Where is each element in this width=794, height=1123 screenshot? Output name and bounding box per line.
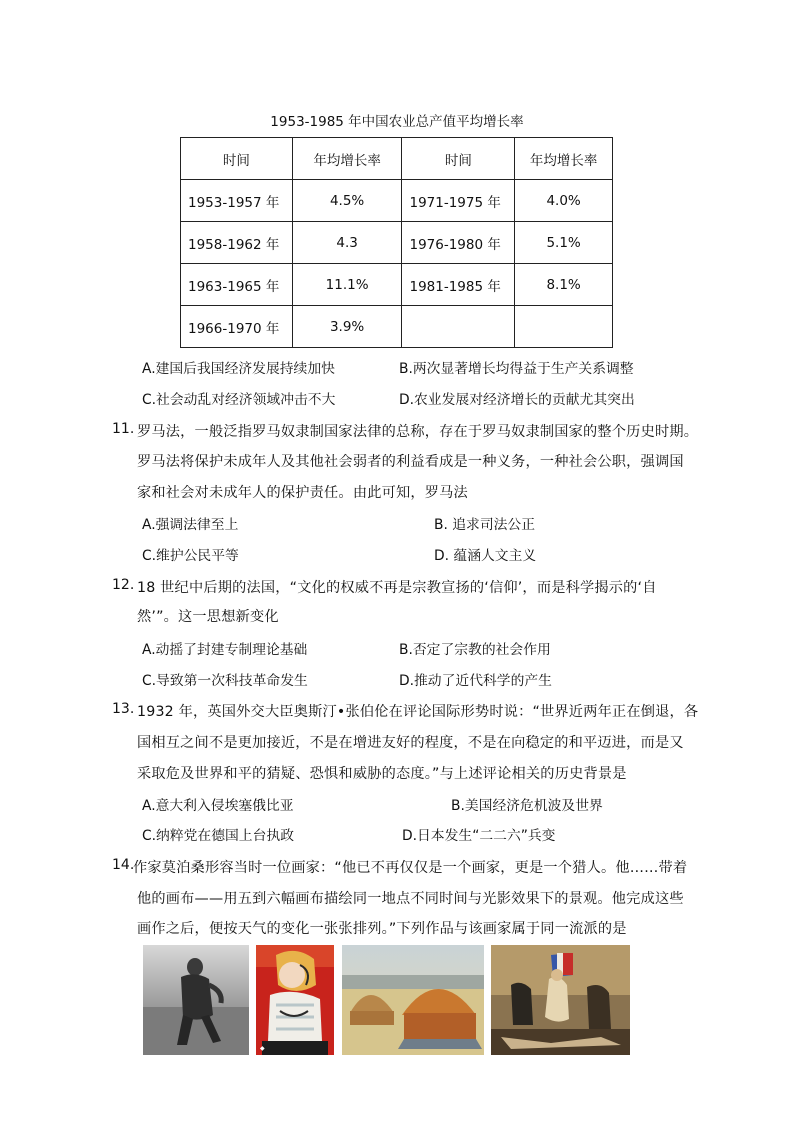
table-cell: 1976-1980 年 — [402, 222, 515, 264]
table-header: 时间 — [402, 138, 515, 180]
q10-option-d: D.农业发展对经济增长的贡献尤其突出 — [399, 392, 635, 408]
cubist-portrait-painting — [256, 945, 334, 1055]
table-row — [181, 306, 613, 348]
table-row — [181, 180, 613, 222]
table-cell: 1971-1975 年 — [402, 180, 515, 222]
q12-stem-line: 然’”。这一思想新变化 — [137, 609, 279, 625]
q11-option-d: D. 蕴涵人文主义 — [434, 548, 537, 564]
q11-stem-line: 家和社会对未成年人的保护责任。由此可知，罗马法 — [137, 485, 468, 501]
q13-option-b: B.美国经济危机波及世界 — [451, 798, 603, 814]
table-cell: 4.5% — [292, 180, 402, 222]
q11-number: 11. — [112, 421, 135, 437]
table-caption: 1953-1985 年中国农业总产值平均增长率 — [270, 114, 524, 130]
q10-option-b: B.两次显著增长均得益于生产关系调整 — [399, 361, 634, 377]
q11-stem-line: 罗马法，一般泛指罗马奴隶制国家法律的总称，存在于罗马奴隶制国家的整个历史时期。 — [137, 424, 699, 440]
table-cell — [515, 306, 613, 348]
q12-stem-line: 18 世纪中后期的法国，“文化的权威不再是宗教宣扬的‘信仰’，而是科学揭示的‘自 — [137, 580, 657, 596]
q10-option-a: A.建国后我国经济发展持续加快 — [142, 361, 335, 377]
q12-option-d: D.推动了近代科学的产生 — [399, 673, 552, 689]
table-cell: 4.3 — [292, 222, 402, 264]
table-cell: 3.9% — [292, 306, 402, 348]
q13-option-a: A.意大利入侵埃塞俄比亚 — [142, 798, 294, 814]
q12-option-b: B.否定了宗教的社会作用 — [399, 642, 551, 658]
q13-number: 13. — [112, 701, 135, 717]
table-cell: 11.1% — [292, 264, 402, 306]
table-cell: 4.0% — [515, 180, 613, 222]
haystacks-painting — [342, 945, 484, 1055]
table-header: 年均增长率 — [515, 138, 613, 180]
table-row — [181, 222, 613, 264]
q13-stem-line: 1932 年，英国外交大臣奥斯汀•张伯伦在评论国际形势时说：“世界近两年正在倒退，各 — [137, 704, 699, 720]
q13-option-c: C.纳粹党在德国上台执政 — [142, 828, 294, 844]
q14-stem-line: 画作之后，便按天气的变化一张张排列。”下列作品与该画家属于同一流派的是 — [137, 921, 627, 937]
table-cell: 8.1% — [515, 264, 613, 306]
table-header: 时间 — [181, 138, 293, 180]
watermark-icon: ◆ — [260, 1045, 265, 1052]
q14-stem-line: 作家莫泊桑形容当时一位画家：“他已不再仅仅是一个画家，更是一个猎人。他……带着 — [133, 860, 688, 876]
q12-option-c: C.导致第一次科技革命发生 — [142, 673, 308, 689]
q13-stem-line: 国相互之间不是更加接近，不是在增进友好的程度，不是在向稳定的和平迈进，而是又 — [137, 735, 684, 751]
q13-stem-line: 采取危及世界和平的猜疑、恐惧和威胁的态度。”与上述评论相关的历史背景是 — [137, 766, 627, 782]
growth-rate-table — [180, 137, 613, 348]
table-header-row — [181, 138, 613, 180]
table-row — [181, 264, 613, 306]
q14-stem-line: 他的画布——用五到六幅画布描绘同一地点不同时间与光影效果下的景观。他完成这些 — [137, 891, 684, 907]
q12-number: 12. — [112, 577, 135, 593]
table-cell: 1958-1962 年 — [181, 222, 293, 264]
liberty-leading-painting — [491, 945, 630, 1055]
table-cell: 1963-1965 年 — [181, 264, 293, 306]
table-cell: 5.1% — [515, 222, 613, 264]
table-header: 年均增长率 — [292, 138, 402, 180]
q11-option-b: B. 追求司法公正 — [434, 517, 536, 533]
table-cell: 1981-1985 年 — [402, 264, 515, 306]
q11-stem-line: 罗马法将保护未成年人及其他社会弱者的利益看成是一种义务，一种社会公职，强调国 — [137, 454, 684, 470]
sower-painting — [143, 945, 249, 1055]
q11-option-a: A.强调法律至上 — [142, 517, 239, 533]
table-cell: 1953-1957 年 — [181, 180, 293, 222]
q12-option-a: A.动摇了封建专制理论基础 — [142, 642, 308, 658]
table-cell: 1966-1970 年 — [181, 306, 293, 348]
q14-number: 14. — [112, 857, 135, 873]
table-cell — [402, 306, 515, 348]
q11-option-c: C.维护公民平等 — [142, 548, 239, 564]
q13-option-d: D.日本发生“二二六”兵变 — [402, 828, 556, 844]
q10-option-c: C.社会动乱对经济领域冲击不大 — [142, 392, 336, 408]
